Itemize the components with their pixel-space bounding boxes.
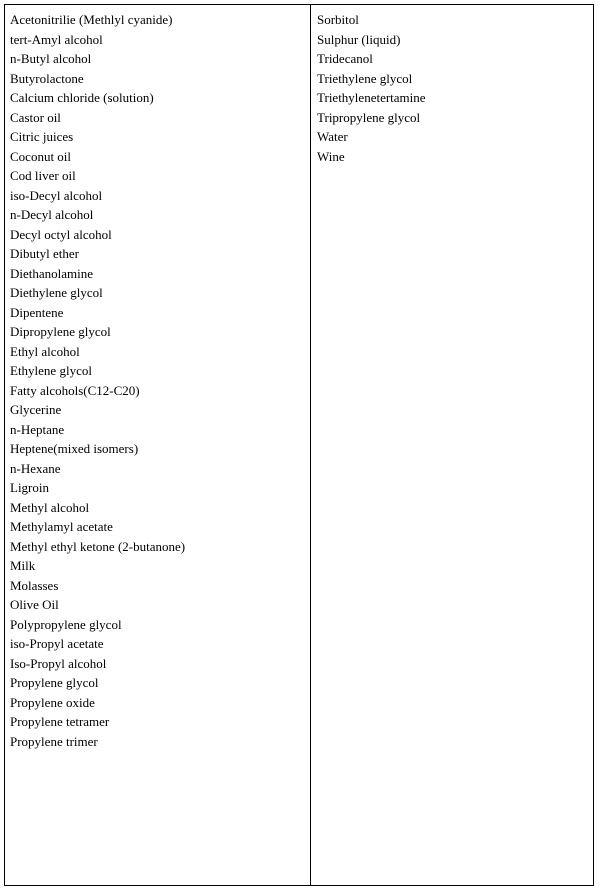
list-item: iso-Decyl alcohol bbox=[10, 187, 103, 203]
list-item: Propylene tetramer bbox=[10, 714, 110, 729]
list-item: Wine bbox=[317, 148, 345, 164]
list-item: Fatty alcohols(C12-C20) bbox=[10, 382, 140, 398]
list-item: Ligroin bbox=[10, 480, 49, 495]
list-item: Methylamyl acetate bbox=[10, 519, 113, 534]
list-item: Acetonitrilie (Methlyl cyanide) bbox=[10, 12, 173, 27]
list-item: Heptene(mixed isomers) bbox=[10, 441, 139, 456]
list-item: Glycerine bbox=[10, 402, 62, 417]
list-item: n-Butyl alcohol bbox=[10, 51, 92, 66]
left-column bbox=[5, 5, 311, 885]
list-item: Decyl octyl alcohol bbox=[10, 226, 112, 242]
list-item: Methyl alcohol bbox=[10, 499, 90, 515]
list-item: Propylene glycol bbox=[10, 675, 99, 690]
list-item: Sulphur (liquid) bbox=[317, 31, 401, 47]
list-item: Methyl ethyl ketone (2-butanone) bbox=[10, 538, 186, 554]
list-item: n-Hexane bbox=[10, 460, 61, 476]
list-item: Water bbox=[317, 129, 348, 144]
list-item: Tripropylene glycol bbox=[317, 109, 421, 125]
list-item: Iso-Propyl alcohol bbox=[10, 655, 107, 671]
list-item: Ethyl alcohol bbox=[10, 343, 80, 359]
list-item: Butyrolactone bbox=[10, 70, 84, 86]
list-item: Polypropylene glycol bbox=[10, 616, 122, 632]
list-item: Tridecanol bbox=[317, 51, 373, 66]
list-item: Dipropylene glycol bbox=[10, 324, 111, 339]
list-item: Ethylene glycol bbox=[10, 363, 92, 378]
list-item: Coconut oil bbox=[10, 148, 72, 164]
list-item: n-Heptane bbox=[10, 421, 65, 437]
list-item: Milk bbox=[10, 558, 36, 573]
list-item: Calcium chloride (solution) bbox=[10, 90, 154, 105]
list-item: Diethanolamine bbox=[10, 265, 94, 281]
right-column bbox=[311, 5, 593, 885]
list-item: Dipentene bbox=[10, 304, 64, 320]
list-item: n-Decyl alcohol bbox=[10, 207, 94, 222]
chemical-list-table bbox=[4, 4, 594, 886]
list-item: Sorbitol bbox=[317, 12, 359, 27]
list-item: Cod liver oil bbox=[10, 168, 76, 183]
list-item: Propylene trimer bbox=[10, 733, 98, 749]
list-item: Triethylene glycol bbox=[317, 70, 413, 86]
list-item: Castor oil bbox=[10, 109, 61, 125]
list-item: tert-Amyl alcohol bbox=[10, 31, 103, 47]
list-item: Diethylene glycol bbox=[10, 285, 103, 300]
list-item: Dibutyl ether bbox=[10, 246, 79, 261]
list-item: Citric juices bbox=[10, 129, 74, 144]
list-item: iso-Propyl acetate bbox=[10, 636, 104, 651]
list-item: Olive Oil bbox=[10, 597, 59, 612]
list-item: Propylene oxide bbox=[10, 694, 95, 710]
list-item: Triethylenetertamine bbox=[317, 90, 426, 105]
list-item: Molasses bbox=[10, 577, 59, 593]
